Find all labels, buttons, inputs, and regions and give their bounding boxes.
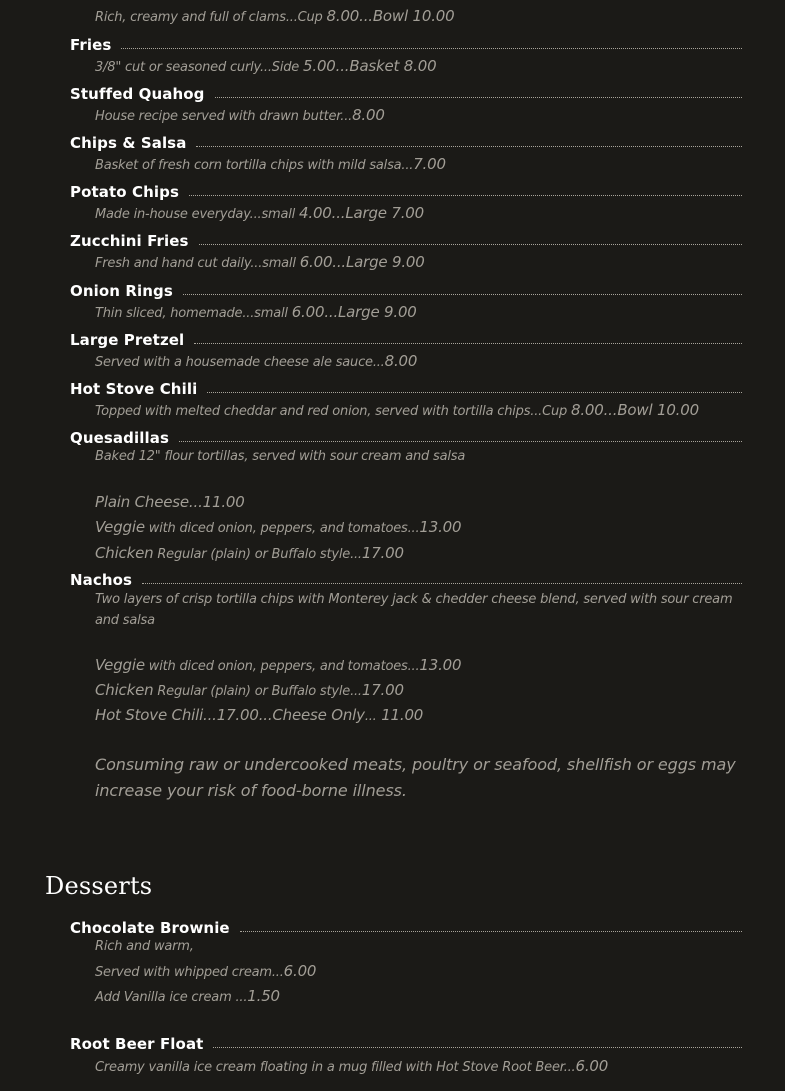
- menu-option: Veggie with diced onion, peppers, and tomatoes...13.00: [95, 656, 462, 674]
- menu-item-name: Root Beer Float: [70, 1035, 204, 1053]
- dot-leader: [240, 930, 742, 932]
- menu-item-description: Add Vanilla ice cream ...1.50: [95, 987, 280, 1005]
- menu-item-description: Served with a housemade cheese ale sauce...8.00: [95, 352, 418, 370]
- menu-item-description: Two layers of crisp tortilla chips with Monterey jack & chedder cheese blend, served with sour cream and salsa: [95, 592, 733, 628]
- dot-leader: [207, 391, 742, 393]
- dot-leader: [213, 1046, 742, 1048]
- menu-option: Plain Cheese...11.00: [95, 493, 245, 511]
- menu-option: Veggie with diced onion, peppers, and tomatoes...13.00: [95, 518, 462, 536]
- menu-item-description: Rich and warm,: [95, 939, 194, 954]
- menu-item-description: Fresh and hand cut daily...small 6.00...Large 9.00: [95, 253, 425, 271]
- menu-item: [70, 179, 742, 201]
- menu-item: [70, 32, 742, 54]
- menu-option: Chicken Regular (plain) or Buffalo style...17.00: [95, 544, 404, 562]
- menu-item: [70, 228, 742, 250]
- menu-item: [70, 567, 742, 589]
- dot-leader: [196, 145, 742, 147]
- menu-item-description: Creamy vanilla ice cream floating in a mug filled with Hot Stove Root Beer...6.00: [95, 1057, 609, 1075]
- menu-item-name: Stuffed Quahog: [70, 85, 205, 103]
- menu-item-name: Fries: [70, 36, 112, 54]
- section-title: Desserts: [45, 872, 153, 900]
- menu-item-description: Basket of fresh corn tortilla chips with mild salsa...7.00: [95, 155, 446, 173]
- menu-item: [70, 130, 742, 152]
- dot-leader: [189, 194, 742, 196]
- menu-item-description: Rich, creamy and full of clams...Cup 8.00...Bowl 10.00: [95, 7, 455, 25]
- menu-item: [70, 81, 742, 103]
- menu-item-name: Quesadillas: [70, 429, 169, 447]
- menu-item-name: Zucchini Fries: [70, 232, 189, 250]
- menu-item-name: Large Pretzel: [70, 331, 185, 349]
- menu-item-description: House recipe served with drawn butter...8.00: [95, 106, 385, 124]
- menu-item-description: Topped with melted cheddar and red onion, served with tortilla chips...Cup 8.00...Bowl 10.00: [95, 401, 699, 419]
- menu-option: Chicken Regular (plain) or Buffalo style...17.00: [95, 681, 404, 699]
- menu-item: [70, 425, 742, 447]
- menu-item: [70, 278, 742, 300]
- menu-item: [70, 376, 742, 398]
- menu-item: [70, 1031, 742, 1053]
- dot-leader: [121, 47, 742, 49]
- dot-leader: [142, 582, 742, 584]
- menu-item: [70, 327, 742, 349]
- dot-leader: [183, 293, 742, 295]
- menu-item-name: Chips & Salsa: [70, 134, 187, 152]
- menu-item-description: Thin sliced, homemade...small 6.00...Large 9.00: [95, 303, 417, 321]
- dot-leader: [199, 243, 742, 245]
- menu-item-name: Potato Chips: [70, 183, 179, 201]
- menu-item-name: Onion Rings: [70, 282, 173, 300]
- menu-item: [70, 915, 742, 937]
- menu-item-name: Hot Stove Chili: [70, 380, 198, 398]
- menu-item-description: 3/8" cut or seasoned curly...Side 5.00...Basket 8.00: [95, 57, 437, 75]
- menu-option: Hot Stove Chili...17.00...Cheese Only... 11.00: [95, 706, 424, 724]
- dot-leader: [179, 440, 742, 442]
- dot-leader: [215, 96, 742, 98]
- menu-item-name: Nachos: [70, 571, 133, 589]
- menu-item-description: Made in-house everyday...small 4.00...Large 7.00: [95, 204, 424, 222]
- menu-item-name: Chocolate Brownie: [70, 919, 230, 937]
- health-notice: Consuming raw or undercooked meats, poultry or seafood, shellfish or eggs may increase your risk of food-borne illness.: [95, 755, 736, 800]
- menu-item-description: Served with whipped cream...6.00: [95, 962, 317, 980]
- menu-item-description: Baked 12" flour tortillas, served with sour cream and salsa: [95, 449, 466, 464]
- dot-leader: [194, 342, 742, 344]
